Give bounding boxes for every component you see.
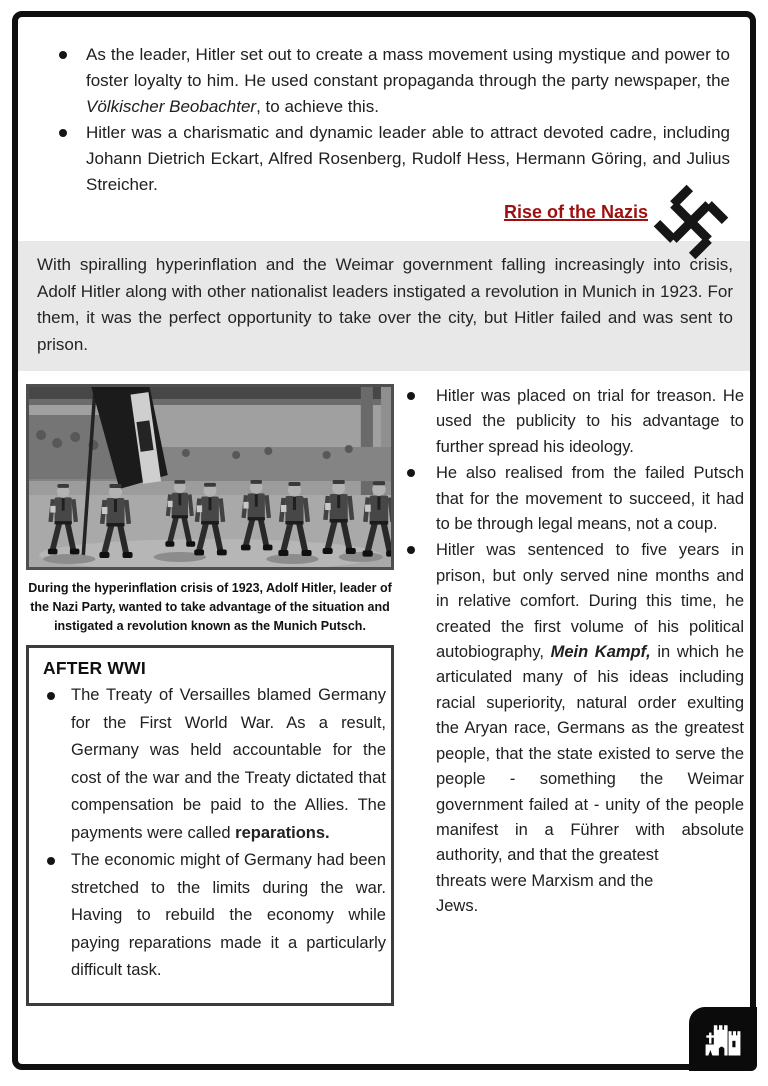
bullet-text: The Treaty of Versailles blamed Germany for the First World War. As a result, Germany was held accountable for the cost of the war and the Treaty dictated that compensation be paid to the Allies. The payments were called reparations. [71, 686, 386, 842]
bullet-item [36, 682, 386, 847]
trial-bullet-list [404, 384, 744, 920]
bullet-item [404, 384, 744, 460]
after-wwi-title: AFTER WWI [43, 658, 146, 678]
bullet-text: As the leader, Hitler set out to create a mass movement using mystique and power to foster loyalty to him. He used constant propaganda through the party newspaper, the Völkischer Beobachter, to achieve this. [86, 45, 730, 116]
intro-bullet-list [46, 42, 730, 198]
bullet-item [46, 42, 730, 120]
swastika-icon [652, 183, 730, 261]
bullet-item [36, 847, 386, 985]
lead-paragraph: With spiralling hyperinflation and the Weimar government falling increasingly into crisis, Adolf Hitler along with other nationalist leaders instigated a revolution in Munich in 1923. For them, it was the perfect opportunity to take over the city, but Hitler failed and was sent to prison. [18, 241, 750, 371]
left-column [26, 384, 394, 1006]
right-column [404, 384, 744, 1006]
after-wwi-bullet-list [36, 682, 386, 985]
bullet-text: Hitler was a charismatic and dynamic leader able to attract devoted cadre, including Johann Dietrich Eckart, Alfred Rosenberg, Rudolf Hess, Hermann Göring, and Julius Streicher. [86, 123, 730, 194]
bullet-text-tail: threats were Marxism and the Jews. [436, 871, 654, 916]
bullet-item [404, 538, 744, 919]
bullet-text: He also realised from the failed Putsch that for the movement to succeed, it had to be through legal means, not a coup. [436, 464, 744, 534]
after-wwi-box [26, 645, 394, 1006]
bullet-text: The economic might of Germany had been stretched to the limits during the war. Having to rebuild the economy while paying reparations made it a particularly difficult task. [71, 851, 386, 979]
bullet-item [404, 461, 744, 537]
photo-caption: During the hyperinflation crisis of 1923, Adolf Hitler, leader of the Nazi Party, wanted to take advantage of the situation and instigated a revolution known as the Munich Putsch. [28, 581, 392, 633]
castle-logo [689, 1007, 757, 1071]
bullet-text: Hitler was placed on trial for treason. He used the publicity to his advantage to further spread his ideology. [436, 387, 744, 456]
columns [26, 384, 744, 1006]
bullet-item [46, 120, 730, 198]
intro-section [46, 42, 730, 198]
bullet-text: Hitler was sentenced to five years in prison, but only served nine months and in relative comfort. During this time, he created the first volume of his political autobiography, Mein Kampf, in which he articulated many of his ideas including racial superiority, natural order exulting the Aryan race, Germans as the greatest people, that the state existed to serve the people - something the Weimar government failed at - unity of the people manifest in a Führer with absolute authority, and that the greatest [436, 541, 744, 865]
section-heading-link[interactable]: Rise of the Nazis [503, 202, 648, 222]
munich-putsch-photo [26, 384, 394, 570]
worksheet-page [12, 11, 756, 1070]
section-heading-row [18, 202, 750, 228]
